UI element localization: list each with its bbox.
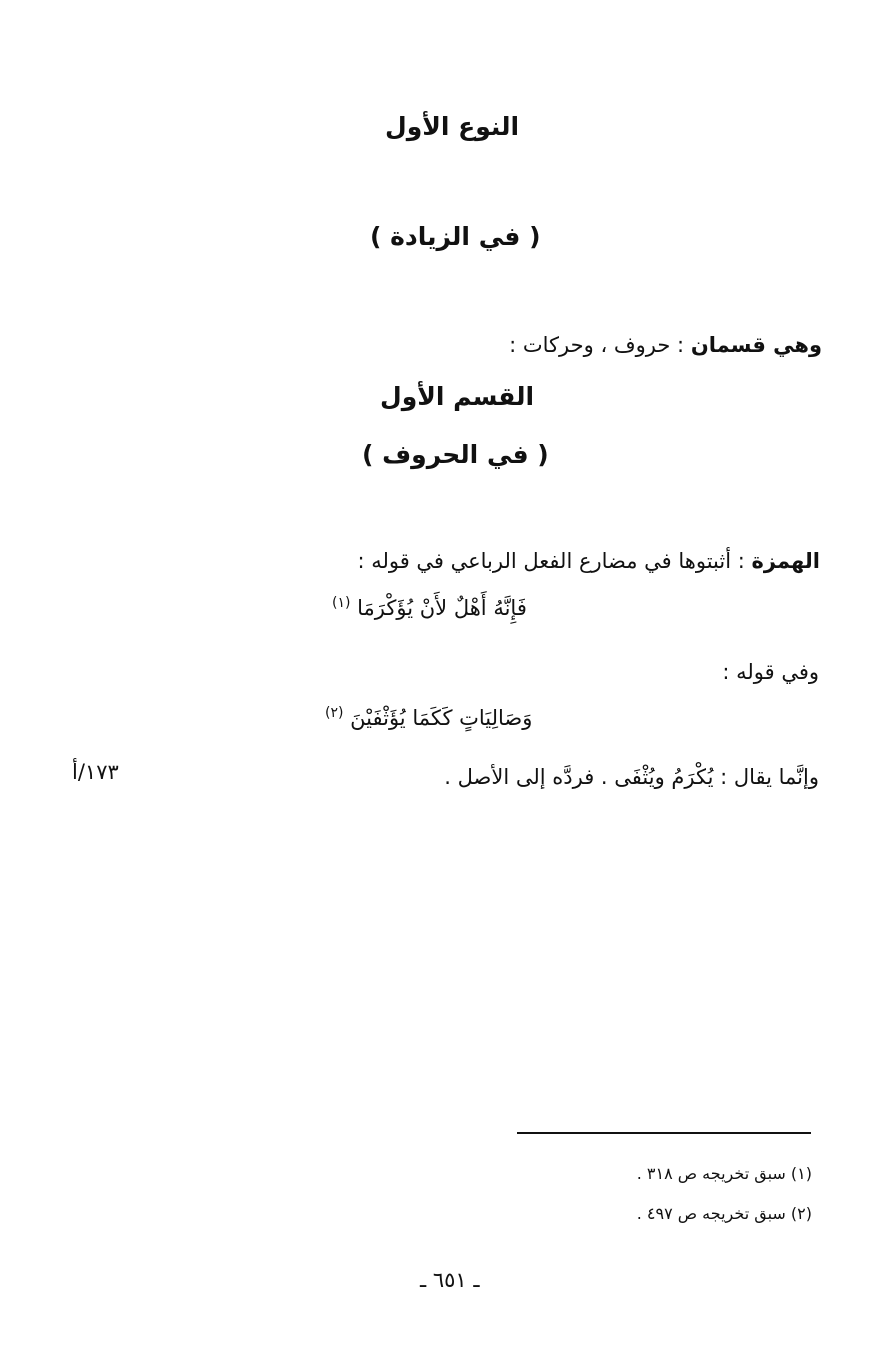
- footnote-2: [637, 1204, 812, 1223]
- intro-line: [509, 333, 822, 357]
- page-number: ـ ٦٥١ ـ: [420, 1268, 480, 1292]
- wa-fi-qawlih: وفي قوله :: [722, 660, 819, 684]
- footnote-divider: [517, 1132, 811, 1134]
- heading-section-first-subtitle: ( في الحروف ): [362, 440, 549, 469]
- closing-line: وإنَّما يقال : يُكْرَمُ ويُثْفَى . فردَّه إلى الأصل .: [444, 765, 819, 789]
- margin-folio-ref: ١٧٣/أ: [72, 760, 119, 784]
- footnote-2-text: سبق تخريجه ص ٤٩٧ .: [636, 1204, 786, 1223]
- verse-2: [325, 705, 532, 730]
- verse-2-text: وَصَالِيَاتٍ كَكَمَا يُؤَثْفَيْنَ: [350, 706, 533, 730]
- hamza-rest: : أثبتوها في مضارع الفعل الرباعي في قوله :: [357, 549, 745, 573]
- footnote-1-num: (١): [790, 1164, 812, 1183]
- heading-section-first: القسم الأول: [380, 382, 535, 411]
- intro-lead: وهي قسمان: [690, 333, 822, 357]
- footnote-1: [637, 1164, 812, 1183]
- hamza-line: [357, 549, 820, 573]
- verse-1-text: فَإِنَّهُ أَهْلٌ لأَنْ يُؤَكْرَمَا: [357, 596, 527, 620]
- heading-type-first-subtitle: ( في الزيادة ): [370, 222, 541, 251]
- heading-type-first: النوع الأول: [385, 112, 520, 141]
- footnote-1-text: سبق تخريجه ص ٣١٨ .: [636, 1164, 786, 1183]
- intro-rest: : حروف ، وحركات :: [509, 333, 685, 357]
- hamza-lead: الهمزة: [751, 549, 820, 573]
- footnote-2-num: (٢): [790, 1204, 812, 1223]
- footnote-ref-2: (٢): [325, 705, 344, 721]
- footnote-ref-1: (١): [332, 595, 351, 611]
- verse-1: [332, 595, 527, 620]
